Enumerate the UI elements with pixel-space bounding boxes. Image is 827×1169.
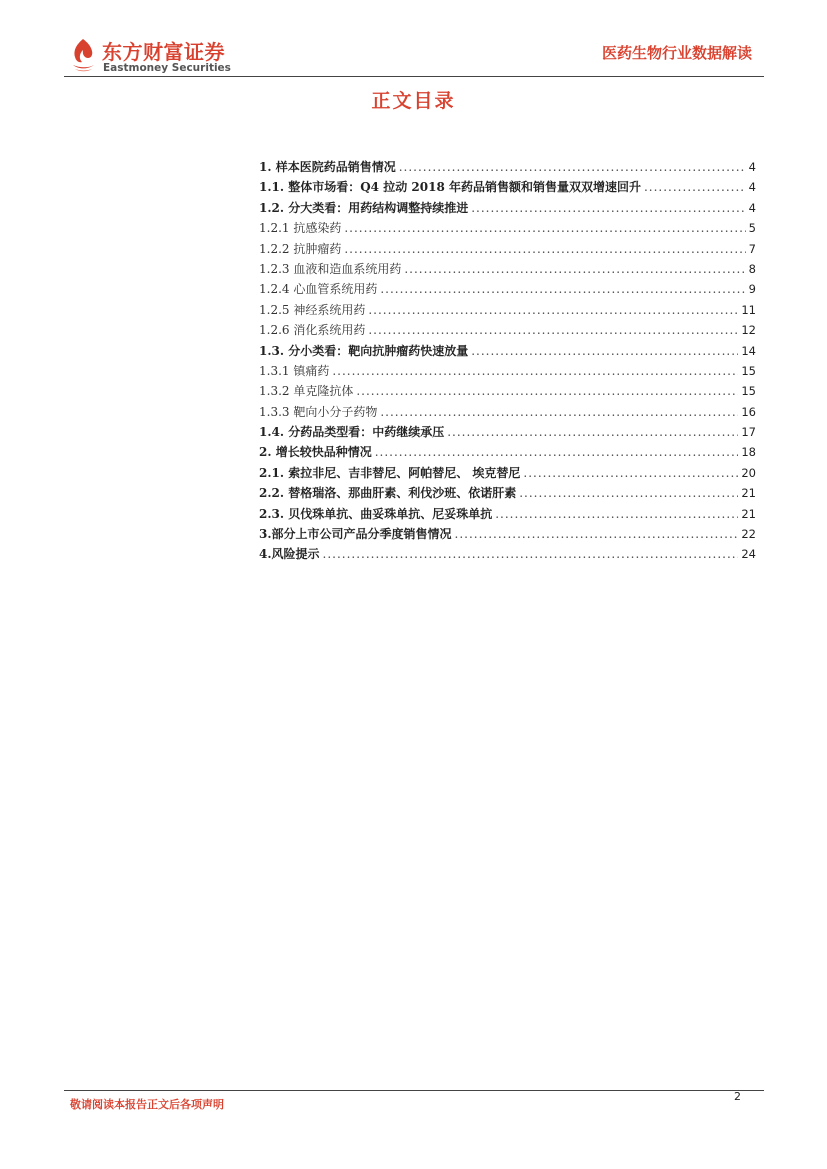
toc-entry[interactable]	[259, 381, 756, 401]
toc-entry[interactable]	[259, 177, 756, 197]
toc-leader-dots	[519, 483, 738, 503]
toc-entry-label: 1. 样本医院药品销售情况	[259, 160, 396, 174]
toc-entry-page: 16	[741, 404, 756, 419]
toc-entry-label: 2. 增长较快品种情况	[259, 445, 372, 460]
toc-leader-dots	[380, 279, 745, 299]
toc-entry-page: 17	[741, 425, 756, 440]
toc-leader-dots	[404, 259, 745, 279]
toc-entry-label: 1.3.1 镇痛药	[259, 363, 330, 378]
toc-entry[interactable]	[259, 504, 756, 524]
toc-leader-dots	[455, 524, 739, 544]
toc-leader-dots	[323, 544, 739, 564]
toc-leader-dots	[332, 361, 738, 381]
toc-entry-label: 2.2. 替格瑞洛、那曲肝素、利伐沙班、依诺肝素	[259, 486, 517, 501]
table-of-contents	[259, 157, 756, 565]
toc-entry-page: 7	[748, 241, 756, 256]
toc-entry-label: 1.2. 分大类看：用药结构调整持续推进	[259, 200, 469, 215]
toc-entry[interactable]	[259, 442, 756, 462]
toc-leader-dots	[344, 218, 745, 238]
toc-entry-label: 2.1. 索拉非尼、吉非替尼、阿帕替尼、 埃克替尼	[259, 465, 521, 480]
footer-divider	[64, 1090, 764, 1091]
toc-entry-page: 15	[741, 384, 756, 399]
toc-entry[interactable]	[259, 463, 756, 483]
toc-leader-dots	[495, 504, 738, 524]
toc-entry-label: 1.2.5 神经系统用药	[259, 302, 366, 317]
toc-entry-page: 12	[741, 323, 756, 338]
toc-entry[interactable]	[259, 239, 756, 259]
toc-leader-dots	[447, 422, 738, 442]
toc-entry-page: 9	[748, 282, 756, 297]
toc-entry[interactable]	[259, 483, 756, 503]
toc-entry-page: 4	[748, 180, 756, 195]
toc-entry-page: 11	[741, 302, 756, 317]
logo-english-name: Eastmoney Securities	[103, 62, 231, 74]
toc-leader-dots	[344, 239, 745, 259]
toc-entry-page: 4	[748, 160, 756, 174]
toc-entry[interactable]	[259, 320, 756, 340]
toc-entry-label: 1.1. 整体市场看：Q4 拉动 2018 年药品销售额和销售量双双增速回升	[259, 180, 641, 195]
toc-leader-dots	[471, 341, 738, 361]
toc-entry-page: 21	[741, 486, 756, 501]
toc-entry[interactable]	[259, 218, 756, 238]
toc-entry-label: 1.3.3 靶向小分子药物	[259, 404, 378, 419]
footer-disclaimer: 敬请阅读本报告正文后各项声明	[70, 1098, 224, 1111]
toc-entry-page: 20	[741, 465, 756, 480]
toc-entry[interactable]	[259, 341, 756, 361]
toc-entry-label: 1.2.3 血液和造血系统用药	[259, 261, 402, 276]
toc-leader-dots	[368, 300, 738, 320]
toc-entry[interactable]	[259, 361, 756, 381]
toc-entry[interactable]	[259, 422, 756, 442]
toc-entry-label: 1.2.2 抗肿瘤药	[259, 241, 342, 256]
toc-leader-dots	[523, 463, 738, 483]
report-category: 医药生物行业数据解读	[601, 44, 752, 62]
toc-leader-dots	[399, 157, 746, 177]
toc-leader-dots	[368, 320, 738, 340]
toc-entry-page: 18	[741, 445, 756, 460]
toc-entry-page: 14	[741, 343, 756, 358]
toc-entry-page: 24	[741, 547, 756, 562]
header-divider	[64, 76, 764, 77]
toc-entry[interactable]	[259, 198, 756, 218]
toc-entry-label: 1.3.2 单克隆抗体	[259, 384, 354, 399]
toc-entry[interactable]	[259, 544, 756, 564]
logo-chinese-name: 东方财富证券	[102, 40, 225, 64]
toc-entry-label: 1.4. 分药品类型看：中药继续承压	[259, 425, 445, 440]
toc-entry[interactable]	[259, 402, 756, 422]
toc-entry[interactable]	[259, 300, 756, 320]
toc-entry-label: 4.风险提示	[259, 547, 320, 562]
toc-entry-page: 22	[741, 527, 756, 542]
eastmoney-logo-icon	[70, 38, 96, 72]
toc-leader-dots	[644, 177, 746, 197]
toc-entry[interactable]	[259, 524, 756, 544]
toc-entry-page: 5	[748, 221, 756, 236]
toc-entry[interactable]	[259, 157, 756, 177]
toc-leader-dots	[471, 198, 745, 218]
toc-entry[interactable]	[259, 259, 756, 279]
toc-entry-page: 8	[748, 261, 756, 276]
toc-entry-page: 4	[748, 200, 756, 215]
toc-entry-label: 2.3. 贝伐珠单抗、曲妥珠单抗、尼妥珠单抗	[259, 506, 493, 521]
toc-entry-page: 15	[741, 363, 756, 378]
page-number: 2	[734, 1090, 741, 1103]
toc-entry[interactable]	[259, 279, 756, 299]
toc-entry-label: 3.部分上市公司产品分季度销售情况	[259, 527, 452, 542]
toc-entry-page: 21	[741, 506, 756, 521]
toc-title: 正文目录	[371, 90, 456, 112]
toc-leader-dots	[380, 402, 738, 422]
toc-entry-label: 1.2.4 心血管系统用药	[259, 282, 378, 297]
toc-entry-label: 1.3. 分小类看：靶向抗肿瘤药快速放量	[259, 343, 469, 358]
toc-leader-dots	[356, 381, 738, 401]
toc-entry-label: 1.2.1 抗感染药	[259, 221, 342, 236]
toc-entry-label: 1.2.6 消化系统用药	[259, 323, 366, 338]
toc-leader-dots	[375, 442, 739, 462]
